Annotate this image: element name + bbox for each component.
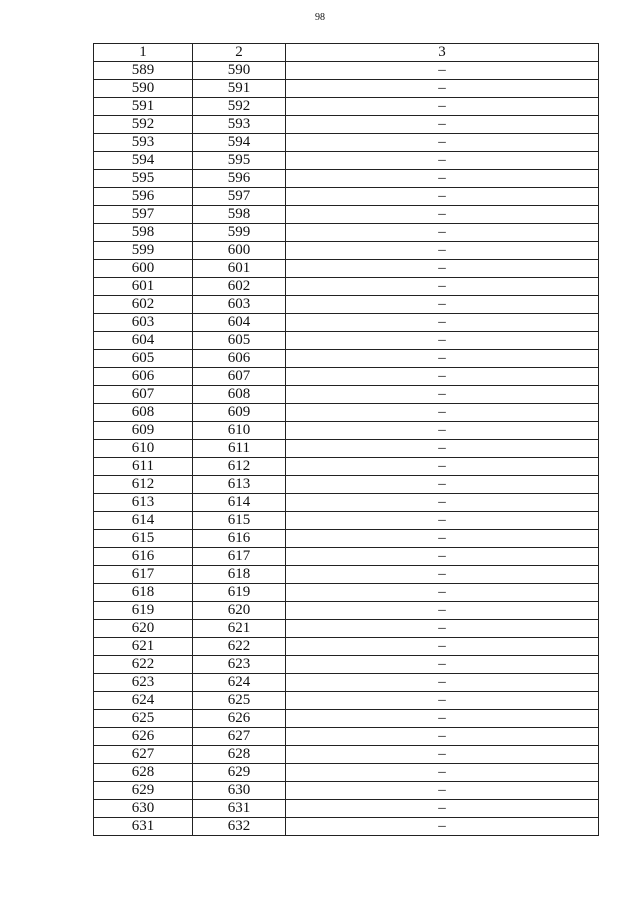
table-cell-col-1: 630	[94, 800, 193, 818]
table-cell-col-3: –	[286, 332, 599, 350]
table-cell-col-3: –	[286, 548, 599, 566]
table-cell-col-2: 628	[193, 746, 286, 764]
table-row	[94, 674, 599, 692]
table-row	[94, 404, 599, 422]
table-cell-col-1: 609	[94, 422, 193, 440]
table-row	[94, 296, 599, 314]
table-row	[94, 458, 599, 476]
table-cell-col-2: 621	[193, 620, 286, 638]
table-cell-col-3: –	[286, 602, 599, 620]
table-cell-col-2: 604	[193, 314, 286, 332]
table-cell-col-2: 619	[193, 584, 286, 602]
table-cell-col-2: 612	[193, 458, 286, 476]
table-row	[94, 440, 599, 458]
table-row	[94, 206, 599, 224]
column-header-3: 3	[286, 44, 599, 62]
column-header-2: 2	[193, 44, 286, 62]
table-cell-col-3: –	[286, 566, 599, 584]
table-cell-col-2: 614	[193, 494, 286, 512]
table-cell-col-1: 599	[94, 242, 193, 260]
table-row	[94, 566, 599, 584]
table-row	[94, 314, 599, 332]
table-cell-col-1: 619	[94, 602, 193, 620]
table-cell-col-1: 629	[94, 782, 193, 800]
table-header	[94, 44, 599, 62]
table-cell-col-3: –	[286, 242, 599, 260]
table-cell-col-1: 603	[94, 314, 193, 332]
table-cell-col-2: 596	[193, 170, 286, 188]
table-cell-col-3: –	[286, 80, 599, 98]
table-cell-col-1: 605	[94, 350, 193, 368]
table-cell-col-1: 624	[94, 692, 193, 710]
table-cell-col-2: 617	[193, 548, 286, 566]
table-cell-col-2: 627	[193, 728, 286, 746]
table-cell-col-1: 596	[94, 188, 193, 206]
table-row	[94, 476, 599, 494]
table-row	[94, 512, 599, 530]
table-cell-col-1: 613	[94, 494, 193, 512]
table-cell-col-3: –	[286, 62, 599, 80]
table-cell-col-1: 591	[94, 98, 193, 116]
table-cell-col-3: –	[286, 296, 599, 314]
table-cell-col-3: –	[286, 224, 599, 242]
table-cell-col-2: 606	[193, 350, 286, 368]
table-cell-col-3: –	[286, 782, 599, 800]
table-row	[94, 242, 599, 260]
table-row	[94, 422, 599, 440]
table-row	[94, 602, 599, 620]
table-cell-col-3: –	[286, 278, 599, 296]
table-row	[94, 530, 599, 548]
table-cell-col-2: 598	[193, 206, 286, 224]
table-cell-col-3: –	[286, 476, 599, 494]
table-cell-col-1: 626	[94, 728, 193, 746]
table-cell-col-2: 591	[193, 80, 286, 98]
table-row	[94, 764, 599, 782]
table-row	[94, 656, 599, 674]
table-cell-col-3: –	[286, 458, 599, 476]
table-cell-col-3: –	[286, 512, 599, 530]
table-cell-col-1: 621	[94, 638, 193, 656]
table-cell-col-1: 607	[94, 386, 193, 404]
table-cell-col-3: –	[286, 368, 599, 386]
table-cell-col-3: –	[286, 404, 599, 422]
table-cell-col-1: 627	[94, 746, 193, 764]
table-cell-col-2: 626	[193, 710, 286, 728]
table-cell-col-2: 601	[193, 260, 286, 278]
table-cell-col-3: –	[286, 530, 599, 548]
table-cell-col-2: 605	[193, 332, 286, 350]
table-cell-col-1: 604	[94, 332, 193, 350]
table-cell-col-2: 632	[193, 818, 286, 836]
table-cell-col-2: 613	[193, 476, 286, 494]
table-row	[94, 350, 599, 368]
table-cell-col-2: 622	[193, 638, 286, 656]
table-row	[94, 260, 599, 278]
table-cell-col-3: –	[286, 260, 599, 278]
table-row	[94, 548, 599, 566]
table-cell-col-2: 623	[193, 656, 286, 674]
column-header-1: 1	[94, 44, 193, 62]
table-cell-col-3: –	[286, 692, 599, 710]
table-row	[94, 170, 599, 188]
table-cell-col-2: 618	[193, 566, 286, 584]
table-cell-col-3: –	[286, 188, 599, 206]
table-row	[94, 386, 599, 404]
table-row	[94, 692, 599, 710]
table-cell-col-1: 608	[94, 404, 193, 422]
table-cell-col-3: –	[286, 350, 599, 368]
table-cell-col-2: 625	[193, 692, 286, 710]
table-cell-col-1: 595	[94, 170, 193, 188]
table-cell-col-1: 602	[94, 296, 193, 314]
table-cell-col-2: 631	[193, 800, 286, 818]
table-cell-col-2: 602	[193, 278, 286, 296]
table-cell-col-3: –	[286, 728, 599, 746]
data-table	[93, 43, 599, 836]
table-row	[94, 494, 599, 512]
table-cell-col-2: 616	[193, 530, 286, 548]
table-cell-col-3: –	[286, 638, 599, 656]
table-cell-col-3: –	[286, 440, 599, 458]
table-cell-col-2: 615	[193, 512, 286, 530]
table-row	[94, 278, 599, 296]
table-cell-col-3: –	[286, 422, 599, 440]
table-cell-col-1: 598	[94, 224, 193, 242]
table-cell-col-3: –	[286, 152, 599, 170]
table-cell-col-2: 624	[193, 674, 286, 692]
table-row	[94, 98, 599, 116]
page-number: 98	[315, 12, 325, 23]
table-cell-col-1: 606	[94, 368, 193, 386]
table-cell-col-2: 595	[193, 152, 286, 170]
table-cell-col-2: 592	[193, 98, 286, 116]
table-row	[94, 152, 599, 170]
table-cell-col-3: –	[286, 818, 599, 836]
table-cell-col-3: –	[286, 674, 599, 692]
table-cell-col-3: –	[286, 656, 599, 674]
table-row	[94, 134, 599, 152]
table-cell-col-3: –	[286, 584, 599, 602]
table-cell-col-1: 615	[94, 530, 193, 548]
table-cell-col-2: 610	[193, 422, 286, 440]
table-cell-col-1: 631	[94, 818, 193, 836]
table-cell-col-3: –	[286, 620, 599, 638]
table-cell-col-1: 590	[94, 80, 193, 98]
table-cell-col-1: 592	[94, 116, 193, 134]
table-cell-col-2: 599	[193, 224, 286, 242]
table-cell-col-2: 609	[193, 404, 286, 422]
table-cell-col-3: –	[286, 386, 599, 404]
table-row	[94, 224, 599, 242]
table-cell-col-1: 625	[94, 710, 193, 728]
table-cell-col-1: 618	[94, 584, 193, 602]
table-cell-col-3: –	[286, 314, 599, 332]
table-cell-col-3: –	[286, 170, 599, 188]
table-row	[94, 584, 599, 602]
table-cell-col-2: 593	[193, 116, 286, 134]
table-cell-col-1: 622	[94, 656, 193, 674]
table-cell-col-2: 607	[193, 368, 286, 386]
table-cell-col-3: –	[286, 800, 599, 818]
table-row	[94, 818, 599, 836]
table-cell-col-3: –	[286, 494, 599, 512]
table-cell-col-1: 597	[94, 206, 193, 224]
table-cell-col-2: 608	[193, 386, 286, 404]
table-cell-col-1: 623	[94, 674, 193, 692]
table-cell-col-1: 600	[94, 260, 193, 278]
table-row	[94, 728, 599, 746]
header-row	[94, 44, 599, 62]
table-row	[94, 80, 599, 98]
table-cell-col-1: 628	[94, 764, 193, 782]
table-row	[94, 332, 599, 350]
table-cell-col-2: 629	[193, 764, 286, 782]
table-cell-col-1: 594	[94, 152, 193, 170]
table-cell-col-3: –	[286, 134, 599, 152]
table-cell-col-2: 590	[193, 62, 286, 80]
table-row	[94, 782, 599, 800]
table-cell-col-2: 620	[193, 602, 286, 620]
table-cell-col-1: 611	[94, 458, 193, 476]
table-cell-col-1: 614	[94, 512, 193, 530]
table-row	[94, 800, 599, 818]
table-row	[94, 746, 599, 764]
table-cell-col-2: 611	[193, 440, 286, 458]
table-cell-col-2: 594	[193, 134, 286, 152]
table-cell-col-2: 600	[193, 242, 286, 260]
table-cell-col-3: –	[286, 764, 599, 782]
table-row	[94, 620, 599, 638]
table-cell-col-1: 616	[94, 548, 193, 566]
table-cell-col-3: –	[286, 116, 599, 134]
table-cell-col-3: –	[286, 98, 599, 116]
table-cell-col-1: 612	[94, 476, 193, 494]
table-cell-col-3: –	[286, 746, 599, 764]
table-cell-col-1: 620	[94, 620, 193, 638]
table-row	[94, 710, 599, 728]
table-body	[94, 62, 599, 836]
table-row	[94, 368, 599, 386]
table-row	[94, 62, 599, 80]
table-cell-col-1: 593	[94, 134, 193, 152]
table-cell-col-3: –	[286, 710, 599, 728]
table-row	[94, 188, 599, 206]
table-cell-col-1: 601	[94, 278, 193, 296]
table-cell-col-2: 597	[193, 188, 286, 206]
table-cell-col-1: 617	[94, 566, 193, 584]
table-row	[94, 638, 599, 656]
table-cell-col-1: 589	[94, 62, 193, 80]
table-cell-col-2: 630	[193, 782, 286, 800]
table-row	[94, 116, 599, 134]
table-cell-col-1: 610	[94, 440, 193, 458]
table-cell-col-3: –	[286, 206, 599, 224]
table-cell-col-2: 603	[193, 296, 286, 314]
